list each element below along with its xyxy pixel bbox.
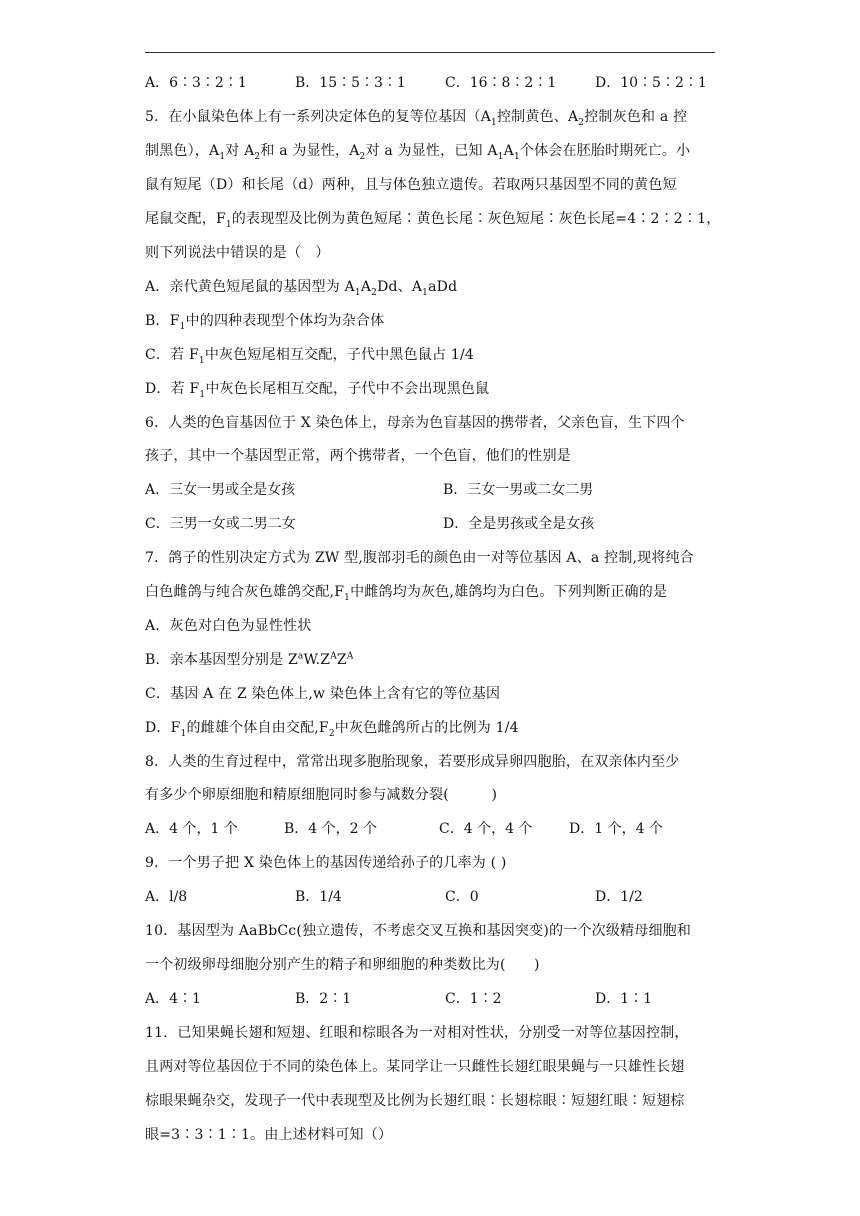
q5-option-d: D．若 $F_1$中灰色长尾相互交配，子代中不会出现黑色鼠 (145, 381, 490, 400)
q11-line-4: 眼=3∶3∶1∶1。由上述材料可知（） (145, 1127, 393, 1143)
q6-line-1: 6．人类的色盲基因位于 X 染色体上，母亲为色盲基因的携带者，父亲色盲，生下四个 (145, 415, 685, 431)
q10-option-b: B．2∶1 (295, 991, 352, 1007)
q4-option-a: A．6∶3∶2∶1 (145, 75, 247, 91)
q10-option-a: A．4∶1 (145, 991, 201, 1007)
q8-option-a: A．4 个，1 个 (145, 821, 238, 837)
q5-line-4: 尾鼠交配，$F_1$的表现型及比例为黄色短尾∶黄色长尾∶灰色短尾∶灰色长尾=4∶2∶2∶1， (145, 211, 721, 230)
q6-line-2: 孩子，其中一个基因型正常，两个携带者，一个色盲，他们的性别是 (145, 448, 571, 464)
q8-option-d: D．1 个，4 个 (569, 821, 663, 837)
q11-line-3: 棕眼果蝇杂交，发现子一代中表现型及比例为长翅红眼∶长翅棕眼∶短翅红眼∶短翅棕 (145, 1093, 685, 1109)
q9-line-1: 9．一个男子把 X 染色体上的基因传递给孙子的几率为 ( ) (145, 855, 507, 871)
q9-option-c: C．0 (445, 889, 479, 905)
q6-option-a: A．三女一男或全是女孩 (145, 482, 296, 498)
q5-line-3: 鼠有短尾（D）和长尾（d）两种，且与体色独立遗传。若取两只基因型不同的黄色短 (145, 177, 677, 193)
q9-option-d: D．1/2 (595, 889, 643, 905)
q5-option-b: B．$F_1$中的四种表现型个体均为杂合体 (145, 313, 385, 332)
q11-line-1: 11．已知果蝇长翅和短翅、红眼和棕眼各为一对相对性状，分别受一对等位基因控制， (145, 1025, 689, 1041)
q6-option-b: B．三女一男或二女二男 (443, 482, 594, 498)
q6-option-c: C．三男一女或二男二女 (145, 516, 296, 532)
q11-line-2: 且两对等位基因位于不同的染色体上。某同学让一只雌性长翅红眼果蝇与一只雄性长翅 (145, 1059, 685, 1075)
q7-option-d: D．$F_1$的雌雄个体自由交配$,F_2$中灰色雌鸽所占的比例为 1/4 (145, 720, 519, 739)
q4-option-d: D．10∶5∶2∶1 (595, 75, 707, 91)
q10-option-c: C．1∶2 (445, 991, 502, 1007)
q7-line-1: 7．鸽子的性别决定方式为 ZW 型,腹部羽毛的颜色由一对等位基因 A、a 控制,现将纯合 (145, 550, 694, 566)
q8-option-b: B．4 个，2 个 (284, 821, 378, 837)
q8-option-c: C．4 个，4 个 (439, 821, 533, 837)
q6-option-d: D．全是男孩或全是女孩 (443, 516, 595, 532)
q5-option-c: C．若 $F_1$中灰色短尾相互交配，子代中黑色鼠占 1/4 (145, 347, 475, 366)
q5-line-5: 则下列说法中错误的是（ ） (145, 245, 330, 261)
header-rule (145, 52, 715, 53)
q10-option-d: D．1∶1 (595, 991, 653, 1007)
q5-line-1: 5．在小鼠染色体上有一系列决定体色的复等位基因（$A_1$控制黄色、$A_2$控制灰色和 a 控 (145, 109, 688, 128)
q10-line-1: 10．基因型为 AaBbCc(独立遗传，不考虑交叉互换和基因突变)的一个次级精母细胞和 (145, 923, 692, 939)
q9-option-a: A．l/8 (145, 889, 188, 905)
q8-line-2: 有多少个卵原细胞和精原细胞同时参与减数分裂( ) (145, 787, 498, 803)
q8-line-1: 8．人类的生育过程中，常常出现多胞胎现象，若要形成异卵四胞胎，在双亲体内至少 (145, 754, 680, 770)
q7-option-b: B．亲本基因型分别是 $Z^aW.Z^AZ^A$ (145, 651, 354, 668)
q7-option-a: A．灰色对白色为显性性状 (145, 618, 312, 634)
q7-option-c: C．基因 A 在 Z 染色体上,w 染色体上含有它的等位基因 (145, 686, 501, 702)
q4-option-b: B．15∶5∶3∶1 (295, 75, 406, 91)
q5-line-2: 制黑色），$A_1$对 $A_2$和 a 为显性，$A_2$对 a 为显性，已知 $A_1A_1$个体会在胚胎时期死亡。小 (145, 143, 691, 162)
q4-option-c: C．16∶8∶2∶1 (445, 75, 557, 91)
q7-line-2: 白色雌鸽与纯合灰色雄鸽交配$,F_1$中雌鸽均为灰色,雄鸽均为白色。下列判断正确的是 (145, 584, 668, 603)
q10-line-2: 一个初级卵母细胞分别产生的精子和卵细胞的种类数比为( ) (145, 957, 540, 973)
q9-option-b: B．1/4 (295, 889, 342, 905)
q5-option-a: A．亲代黄色短尾鼠的基因型为 $A_1A_2Dd$、$A_1aDd$ (145, 279, 458, 298)
